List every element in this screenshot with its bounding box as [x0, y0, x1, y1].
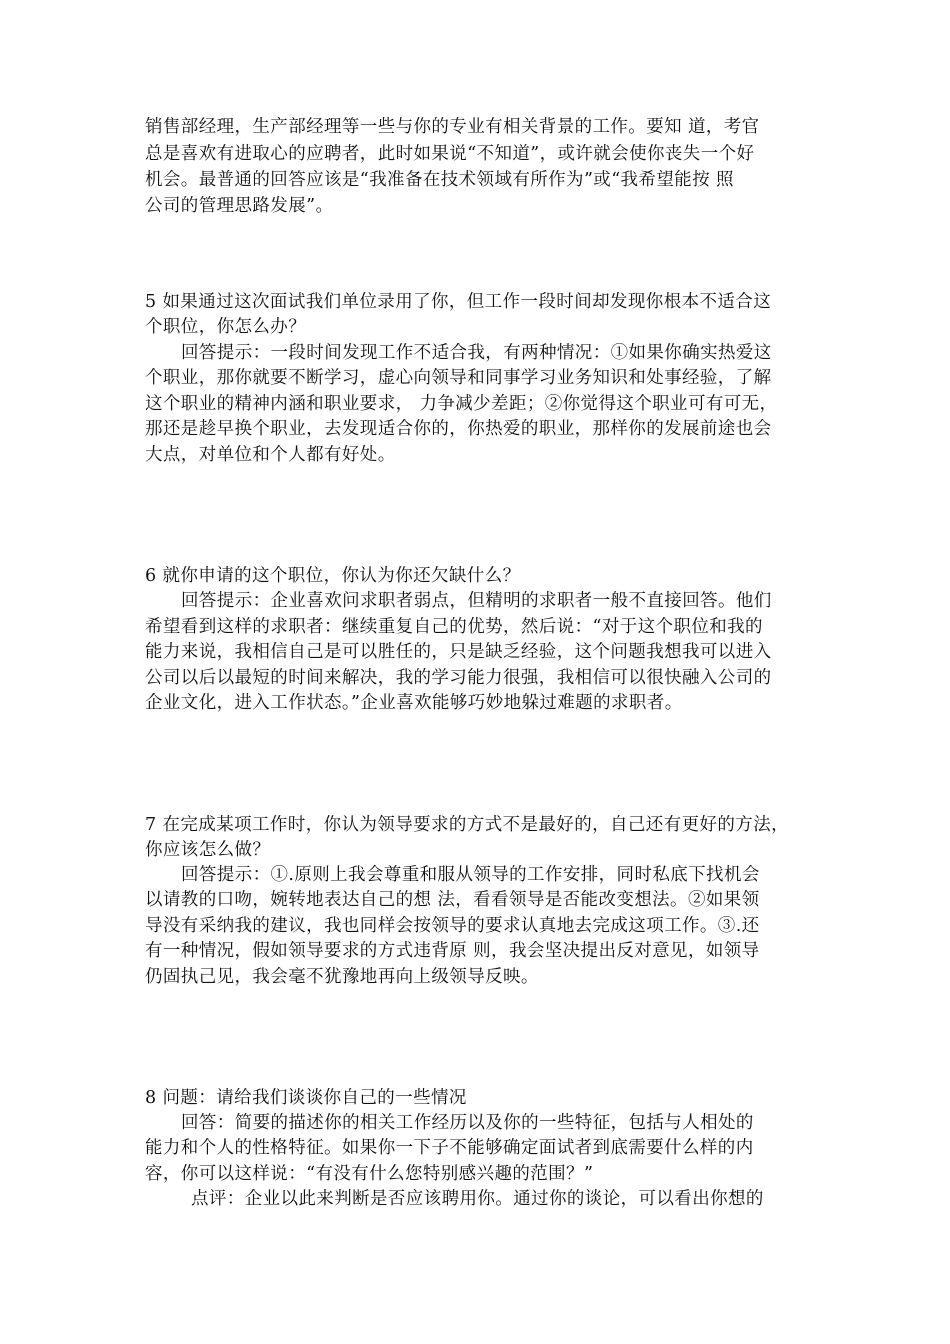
q7-answer-line-1: 回答提示：①.原则上我会尊重和服从领导的工作安排，同时私底下找机会	[181, 865, 760, 885]
q7-question-line-1: 7 在完成某项工作时，你认为领导要求的方式不是最好的，自己还有更好的方法，	[145, 815, 789, 835]
q7-answer-line-3: 导没有采纳我的建议，我也同样会按领导的要求认真地去完成这项工作。③.还	[145, 916, 760, 936]
q7-answer-line-2: 以请教的口吻，婉转地表达自己的想 法，看看领导是否能改变想法。②如果领	[145, 890, 760, 910]
intro-line-3: 机会。最普通的回答应该是“我准备在技术领域有所作为”或“我希望能按 照	[145, 170, 734, 190]
intro-line-1: 销售部经理，生产部经理等一些与你的专业有相关背景的工作。要知 道，考官	[145, 117, 760, 137]
q5-answer-line-5: 大点，对单位和个人都有好处。	[145, 445, 396, 465]
intro-line-2: 总是喜欢有进取心的应聘者，此时如果说“不知道”，或许就会使你丧失一个好	[145, 144, 755, 164]
q5-answer-line-4: 那还是趁早换个职业，去发现适合你的，你热爱的职业，那样你的发展前途也会	[145, 419, 772, 439]
q5-answer-line-2: 个职业，那你就要不断学习，虚心向领导和同事学习业务知识和处事经验，了解	[145, 368, 772, 388]
q5-answer-line-1: 回答提示：一段时间发现工作不适合我，有两种情况：①如果你确实热爱这	[181, 343, 772, 363]
q5-question-line-1: 5 如果通过这次面试我们单位录用了你，但工作一段时间却发现你根本不适合这	[145, 292, 772, 312]
q8-question-line: 8 问题：请给我们谈谈你自己的一些情况	[145, 1088, 467, 1108]
q5-answer-line-3: 这个职业的精神内涵和职业要求， 力争减少差距；②你觉得这个职业可有可无，	[145, 394, 778, 414]
q6-answer-line-2: 希望看到这样的求职者：继续重复自己的优势，然后说：“对于这个职位和我的	[145, 617, 763, 637]
q6-question-line: 6 就你申请的这个职位，你认为你还欠缺什么？	[145, 566, 521, 586]
q7-answer-line-4: 有一种情况，假如领导要求的方式违背原 则，我会坚决提出反对意见，如领导	[145, 941, 760, 961]
q8-answer-line-2: 能力和个人的性格特征。如果你一下子不能够确定面试者到底需要什么样的内	[145, 1138, 754, 1158]
q5-question-line-2: 个职位，你怎么办？	[145, 317, 307, 337]
q6-answer-line-1: 回答提示：企业喜欢问求职者弱点，但精明的求职者一般不直接回答。他们	[181, 591, 772, 611]
q6-answer-line-5: 企业文化，进入工作状态。”企业喜欢能够巧妙地躲过难题的求职者。	[145, 693, 683, 713]
q6-answer-line-3: 能力来说，我相信自己是可以胜任的，只是缺乏经验，这个问题我想我可以进入	[145, 642, 772, 662]
q7-question-line-2: 你应该怎么做？	[145, 840, 271, 860]
intro-line-4: 公司的管理思路发展”。	[145, 196, 334, 216]
q8-comment-line: 点评：企业以此来判断是否应该聘用你。通过你的谈论，可以看出你想的	[191, 1189, 764, 1209]
q6-answer-line-4: 公司以后以最短的时间来解决，我的学习能力很强，我相信可以很快融入公司的	[145, 668, 772, 688]
q7-answer-line-5: 仍固执己见，我会毫不犹豫地再向上级领导反映。	[145, 967, 539, 987]
q8-answer-line-1: 回答：简要的描述你的相关工作经历以及你的一些特征，包括与人相处的	[181, 1113, 754, 1133]
q8-answer-line-3: 容，你可以这样说：“有没有什么您特别感兴趣的范围？”	[145, 1164, 594, 1184]
